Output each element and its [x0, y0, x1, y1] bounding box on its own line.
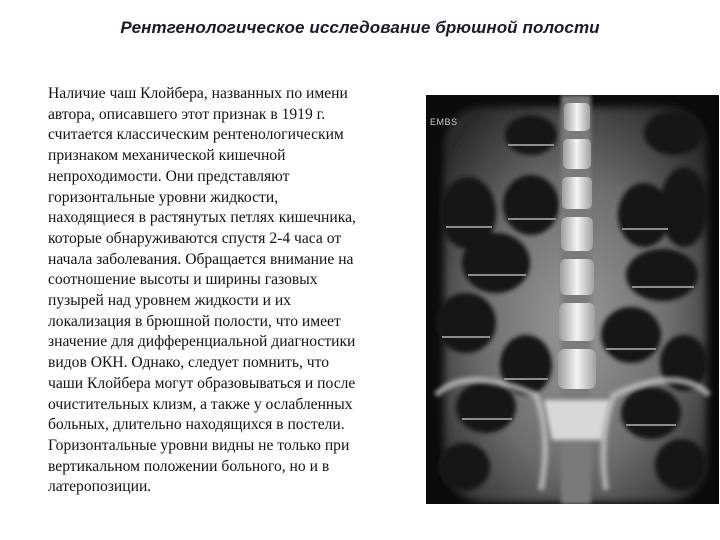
body-paragraph — [48, 84, 420, 498]
body-line: чаши Клойбера могут образовываться и после — [48, 374, 356, 392]
body-line: вертикальном положении больного, но и в — [48, 457, 330, 475]
body-line: латеропозиции. — [48, 478, 152, 496]
body-line: больных, длительно находящихся в постели. — [48, 416, 345, 434]
gas-loop — [644, 111, 704, 155]
slide-title: Рентгенологическое исследование брюшной полости — [120, 18, 600, 37]
gas-loop — [436, 293, 496, 353]
body-line: считается классическим рентенологическим — [48, 126, 344, 144]
body-line: Горизонтальные уровни видны не только при — [48, 436, 350, 454]
gas-loop — [462, 233, 530, 293]
gas-loop — [655, 439, 707, 491]
body-line: начала заболевания. Обращается внимание на — [48, 250, 354, 268]
vertebra — [558, 349, 596, 389]
gas-loop — [621, 387, 681, 439]
body-line: локализация в брюшной полости, что имеет — [48, 312, 341, 330]
body-line: пузырей над уровнем жидкости и их — [48, 292, 292, 310]
gas-loop — [438, 443, 490, 491]
body-line: значение для дифференциальной диагностики — [48, 333, 356, 351]
vertebra — [559, 303, 595, 341]
sacrum — [544, 400, 610, 440]
body-line: автора, описавшего этот признак в 1919 г. — [48, 105, 326, 123]
body-line: признаком механической кишечной — [48, 147, 286, 165]
body-line: которые обнаруживаются спустя 2-4 часа от — [48, 229, 342, 247]
vertebra — [564, 103, 590, 131]
xray-film-label: EMBS — [430, 117, 458, 127]
body-line: соотношение высоты и ширины газовых — [48, 271, 318, 289]
body-line: очистительных клизм, а также у ослабленных — [48, 395, 353, 413]
xray-drawing — [426, 95, 719, 504]
gas-loop — [503, 175, 559, 235]
vertebra — [560, 259, 594, 295]
gas-loop — [618, 183, 670, 247]
body-line: непроходимости. Они представляют — [48, 167, 290, 185]
body-line: Наличие чаш Клойбера, названных по имени — [48, 85, 348, 102]
vertebra — [563, 139, 591, 169]
body-line: находящиеся в растянутых петлях кишечника, — [48, 209, 356, 227]
body-line: горизонтальные уровни жидкости, — [48, 188, 279, 206]
gas-loop — [601, 307, 661, 363]
vertebra — [562, 177, 592, 209]
gas-loop — [505, 115, 557, 155]
abdominal-xray-image — [426, 95, 719, 504]
gas-loop — [626, 249, 698, 301]
gas-loop — [456, 381, 516, 433]
vertebra — [561, 217, 593, 251]
body-line: видов ОКН. Однако, следует помнить, что — [48, 354, 330, 372]
